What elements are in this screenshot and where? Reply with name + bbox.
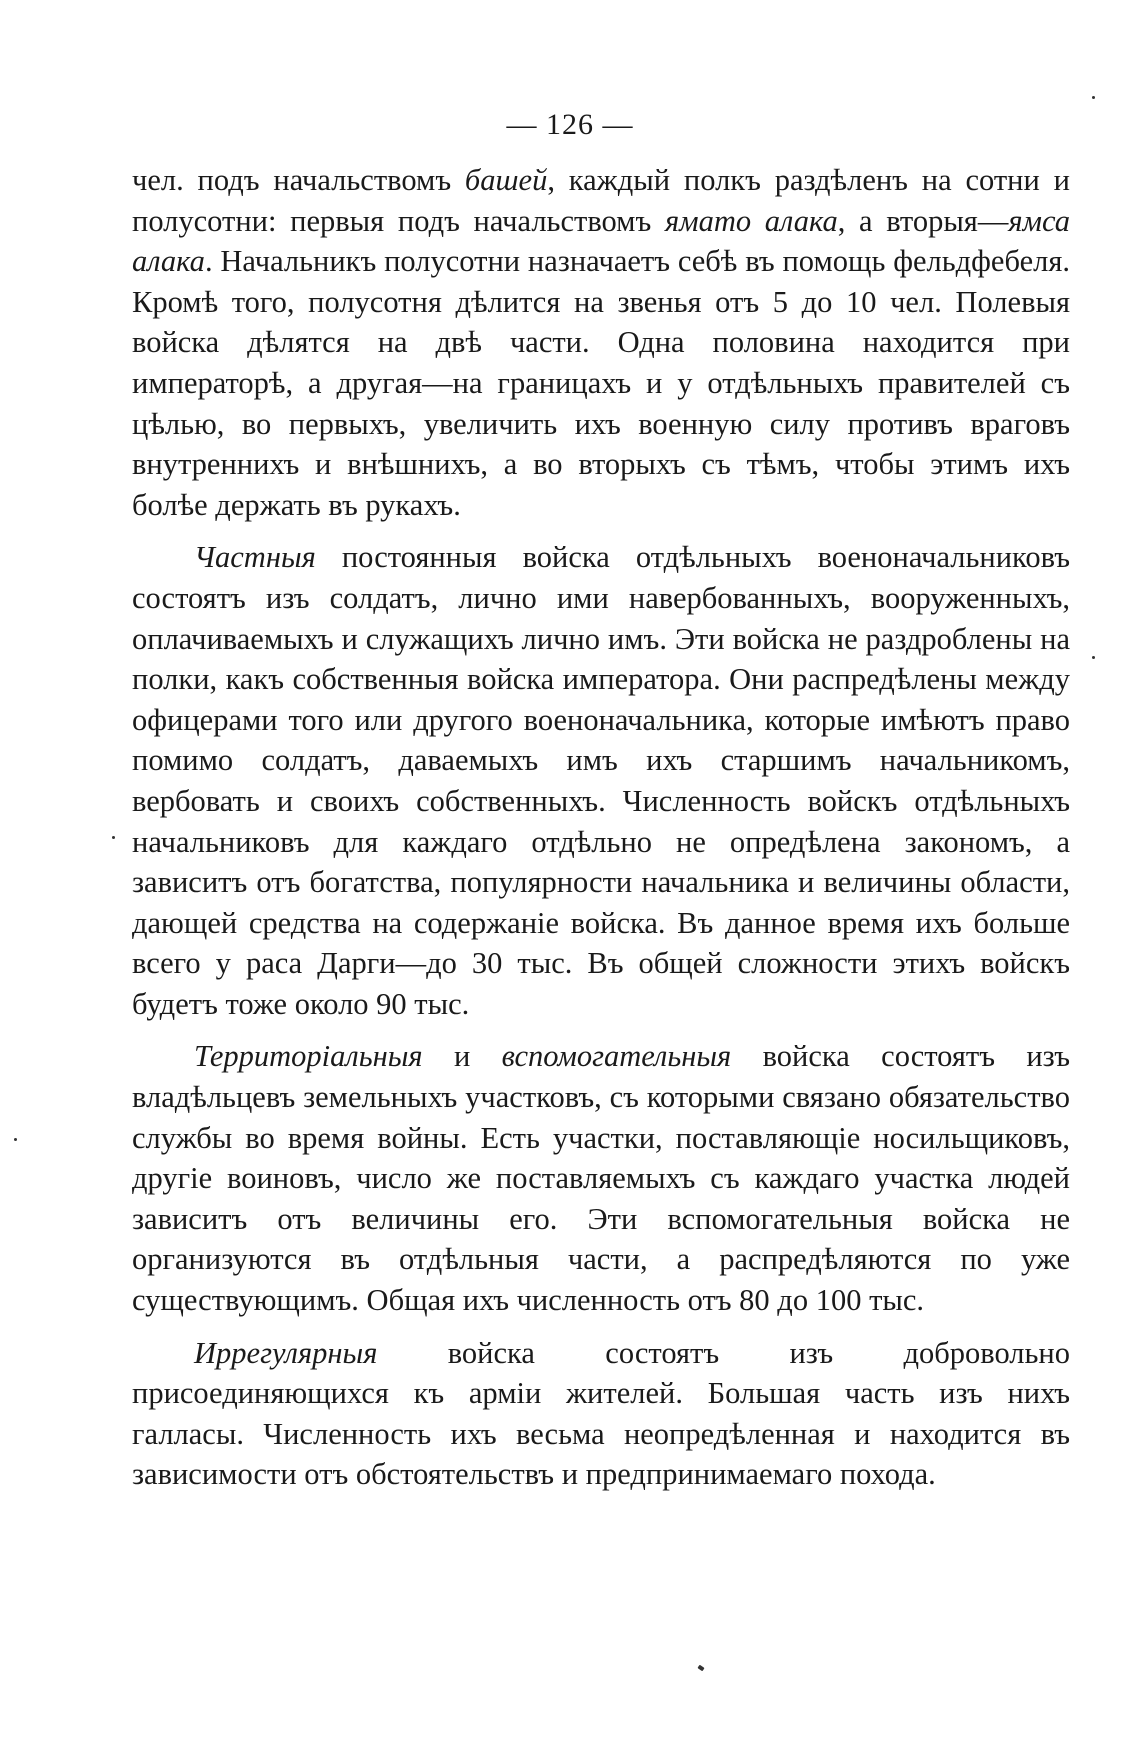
text-run: постоянныя войска отдѣльныхъ военоначальниковъ состоятъ изъ солдатъ, лично ими навербованныхъ, вооруженныхъ, оплачиваемыхъ и служащихъ лично имъ. Эти войска не раздроблены на полки, какъ собственныя войска императора. Они распредѣлены между офицерами того или другого военоначальника, которые имѣютъ право помимо солдатъ, даваемыхъ имъ ихъ старшимъ начальникомъ, вербовать и своихъ собственныхъ. Численность войскъ отдѣльныхъ начальниковъ для каждаго отдѣльно не опредѣлена закономъ, а зависитъ отъ богатства, популярности начальника и величины области, дающей средства на содержаніе войска. Въ данное время ихъ больше всего у раса Дарги—до 30 тыс. Въ общей сложности этихъ войскъ будетъ тоже около 90 тыс.	[132, 540, 1070, 1021]
text-run: и	[422, 1039, 502, 1074]
scan-speck	[1092, 96, 1095, 99]
page-number: — 126 —	[506, 108, 634, 141]
italic-term: вспомогательныя	[501, 1039, 732, 1074]
text-run: войска состоятъ изъ добровольно присоединяющихся къ арміи жителей. Большая часть изъ нихъ галласы. Численность ихъ весьма неопредѣленная и находится въ зависимости отъ обстоятельствъ и предпринимаемаго похода.	[132, 1335, 1070, 1492]
paragraph	[132, 1333, 1070, 1495]
text-run: , а вторыя—	[837, 203, 1009, 238]
text-run: чел. подъ начальствомъ	[132, 163, 465, 197]
paragraph	[132, 1036, 1070, 1320]
scan-speck	[1092, 656, 1095, 659]
italic-term: Территоріальныя	[194, 1039, 423, 1074]
text-run: войска состоятъ изъ владѣльцевъ земельныхъ участковъ, съ которыми связано обязательство службы во время войны. Есть участки, поставляющіе носильщиковъ, другіе воиновъ, число же поставляемыхъ съ каждаго участка людей зависитъ отъ величины его. Эти вспомогательныя войска не организуются въ отдѣльныя части, а распредѣляются по уже существующимъ. Общая ихъ численность отъ 80 до 100 тыс.	[132, 1039, 1070, 1318]
italic-term: Частныя	[194, 540, 316, 575]
paragraph	[132, 537, 1070, 1024]
text-run: , каждый полкъ раздѣленъ на сотни и полусотни: первыя подъ начальствомъ	[132, 163, 1070, 238]
body-text	[132, 160, 1070, 1495]
italic-term: Иррегулярныя	[194, 1335, 378, 1370]
italic-term: башей	[464, 163, 548, 197]
italic-term: ямато алака	[664, 203, 838, 238]
scan-speck	[14, 1138, 17, 1141]
italic-term: ямса алака	[132, 203, 1070, 279]
text-run: . Начальникъ полусотни назначаетъ себѣ въ помощь фельдфебеля. Кромѣ того, полусотня дѣлится на звенья отъ 5 до 10 чел. Полевыя войска дѣлятся на двѣ части. Одна половина находится при императорѣ, а другая—на границахъ и у отдѣльныхъ правителей съ цѣлью, во первыхъ, увеличить ихъ военную силу противъ враговъ внутреннихъ и внѣшнихъ, а во вторыхъ съ тѣмъ, чтобы этимъ ихъ болѣе держать въ рукахъ.	[132, 244, 1070, 522]
paragraph	[132, 160, 1070, 525]
scan-speck	[697, 1665, 704, 1672]
scan-speck	[112, 836, 115, 839]
